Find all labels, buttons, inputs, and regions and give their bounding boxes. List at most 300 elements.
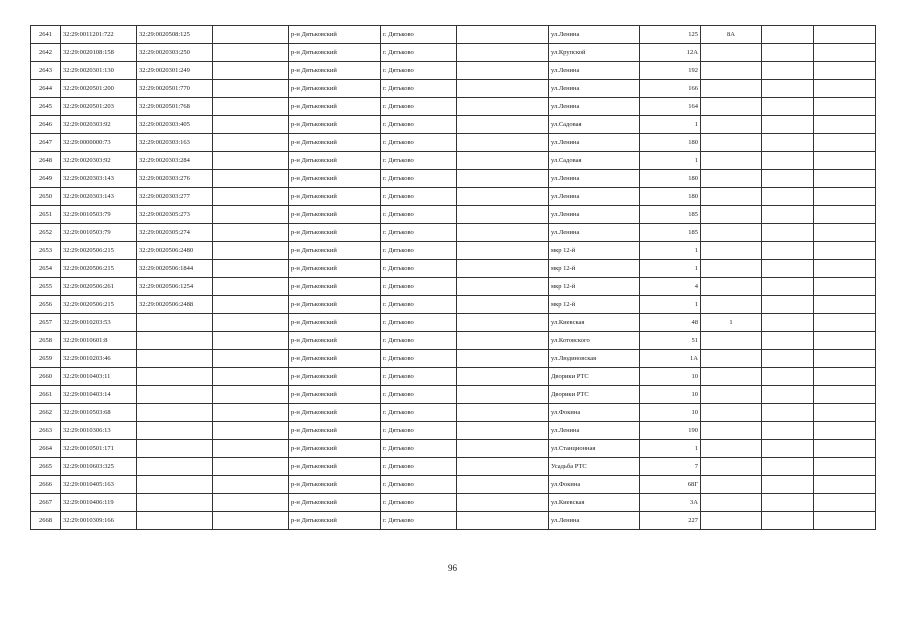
- empty-cell: [814, 332, 876, 350]
- house-number-cell: 180: [640, 134, 701, 152]
- empty-cell: [457, 458, 549, 476]
- empty-cell: [762, 476, 814, 494]
- building-cell: [701, 440, 762, 458]
- empty-cell: [213, 98, 289, 116]
- city-cell: г. Дятьково: [381, 512, 457, 530]
- empty-cell: [762, 332, 814, 350]
- table-row: [31, 62, 876, 80]
- empty-cell: [814, 458, 876, 476]
- empty-cell: [213, 386, 289, 404]
- empty-cell: [762, 80, 814, 98]
- street-cell: ул.Ленина: [549, 224, 640, 242]
- district-cell: р-н Дятьковский: [289, 440, 381, 458]
- cadastral-number-cell: 32:29:0020303:143: [61, 170, 137, 188]
- empty-cell: [213, 224, 289, 242]
- empty-cell: [762, 512, 814, 530]
- empty-cell: [762, 368, 814, 386]
- building-cell: [701, 62, 762, 80]
- house-number-cell: 10: [640, 368, 701, 386]
- empty-cell: [213, 296, 289, 314]
- empty-cell: [457, 206, 549, 224]
- building-cell: [701, 476, 762, 494]
- house-number-cell: 180: [640, 170, 701, 188]
- empty-cell: [213, 494, 289, 512]
- house-number-cell: 4: [640, 278, 701, 296]
- empty-cell: [814, 314, 876, 332]
- building-cell: [701, 296, 762, 314]
- row-number-cell: 2660: [31, 368, 61, 386]
- cadastral-number-cell: 32:29:0010603:325: [61, 458, 137, 476]
- object-cadastral-number-cell: [137, 386, 213, 404]
- district-cell: р-н Дятьковский: [289, 368, 381, 386]
- object-cadastral-number-cell: [137, 368, 213, 386]
- empty-cell: [457, 170, 549, 188]
- house-number-cell: 1: [640, 440, 701, 458]
- table-row: [31, 260, 876, 278]
- city-cell: г. Дятьково: [381, 458, 457, 476]
- house-number-cell: 3А: [640, 494, 701, 512]
- street-cell: ул.Ленина: [549, 422, 640, 440]
- building-cell: [701, 278, 762, 296]
- city-cell: г. Дятьково: [381, 314, 457, 332]
- address-table: [30, 25, 876, 530]
- table-row: [31, 422, 876, 440]
- city-cell: г. Дятьково: [381, 206, 457, 224]
- row-number-cell: 2663: [31, 422, 61, 440]
- house-number-cell: 164: [640, 98, 701, 116]
- empty-cell: [762, 350, 814, 368]
- row-number-cell: 2651: [31, 206, 61, 224]
- district-cell: р-н Дятьковский: [289, 134, 381, 152]
- empty-cell: [814, 278, 876, 296]
- row-number-cell: 2644: [31, 80, 61, 98]
- object-cadastral-number-cell: [137, 404, 213, 422]
- object-cadastral-number-cell: 32:29:0020508:125: [137, 26, 213, 44]
- table-row: [31, 170, 876, 188]
- empty-cell: [213, 206, 289, 224]
- empty-cell: [762, 134, 814, 152]
- street-cell: ул.Ленина: [549, 188, 640, 206]
- empty-cell: [814, 116, 876, 134]
- empty-cell: [457, 116, 549, 134]
- building-cell: [701, 368, 762, 386]
- table-row: [31, 314, 876, 332]
- house-number-cell: 185: [640, 224, 701, 242]
- row-number-cell: 2668: [31, 512, 61, 530]
- city-cell: г. Дятьково: [381, 44, 457, 62]
- house-number-cell: 51: [640, 332, 701, 350]
- building-cell: [701, 98, 762, 116]
- table-row: [31, 188, 876, 206]
- district-cell: р-н Дятьковский: [289, 116, 381, 134]
- empty-cell: [762, 386, 814, 404]
- object-cadastral-number-cell: 32:29:0020305:274: [137, 224, 213, 242]
- table-row: [31, 242, 876, 260]
- district-cell: р-н Дятьковский: [289, 26, 381, 44]
- empty-cell: [762, 116, 814, 134]
- empty-cell: [457, 242, 549, 260]
- empty-cell: [814, 62, 876, 80]
- empty-cell: [457, 80, 549, 98]
- empty-cell: [457, 386, 549, 404]
- empty-cell: [762, 98, 814, 116]
- empty-cell: [213, 404, 289, 422]
- street-cell: ул.Киевская: [549, 314, 640, 332]
- object-cadastral-number-cell: [137, 494, 213, 512]
- empty-cell: [814, 98, 876, 116]
- empty-cell: [814, 296, 876, 314]
- cadastral-number-cell: 32:29:0020303:92: [61, 116, 137, 134]
- row-number-cell: 2645: [31, 98, 61, 116]
- table-row: [31, 116, 876, 134]
- table-row: [31, 386, 876, 404]
- city-cell: г. Дятьково: [381, 62, 457, 80]
- empty-cell: [814, 80, 876, 98]
- empty-cell: [457, 440, 549, 458]
- empty-cell: [814, 224, 876, 242]
- building-cell: [701, 224, 762, 242]
- empty-cell: [762, 278, 814, 296]
- cadastral-number-cell: 32:29:0010601:8: [61, 332, 137, 350]
- district-cell: р-н Дятьковский: [289, 152, 381, 170]
- building-cell: [701, 494, 762, 512]
- building-cell: [701, 512, 762, 530]
- empty-cell: [213, 350, 289, 368]
- building-cell: [701, 170, 762, 188]
- street-cell: Дворики РТС: [549, 386, 640, 404]
- city-cell: г. Дятьково: [381, 116, 457, 134]
- street-cell: ул.Ленина: [549, 170, 640, 188]
- object-cadastral-number-cell: [137, 350, 213, 368]
- empty-cell: [213, 314, 289, 332]
- district-cell: р-н Дятьковский: [289, 458, 381, 476]
- empty-cell: [213, 134, 289, 152]
- table-row: [31, 404, 876, 422]
- district-cell: р-н Дятьковский: [289, 278, 381, 296]
- empty-cell: [213, 62, 289, 80]
- cadastral-number-cell: 32:29:0010503:79: [61, 206, 137, 224]
- cadastral-number-cell: 32:29:0010406:119: [61, 494, 137, 512]
- building-cell: 8А: [701, 26, 762, 44]
- row-number-cell: 2659: [31, 350, 61, 368]
- building-cell: [701, 404, 762, 422]
- house-number-cell: 1: [640, 242, 701, 260]
- empty-cell: [814, 440, 876, 458]
- house-number-cell: 1: [640, 260, 701, 278]
- table-row: [31, 368, 876, 386]
- object-cadastral-number-cell: 32:29:0020506:2480: [137, 242, 213, 260]
- house-number-cell: 190: [640, 422, 701, 440]
- cadastral-number-cell: 32:29:0020506:261: [61, 278, 137, 296]
- table-row: [31, 98, 876, 116]
- object-cadastral-number-cell: [137, 332, 213, 350]
- building-cell: [701, 332, 762, 350]
- building-cell: [701, 260, 762, 278]
- cadastral-number-cell: 32:29:0010501:171: [61, 440, 137, 458]
- house-number-cell: 48: [640, 314, 701, 332]
- street-cell: мкр 12-й: [549, 260, 640, 278]
- cadastral-number-cell: 32:29:0010403:11: [61, 368, 137, 386]
- empty-cell: [213, 440, 289, 458]
- object-cadastral-number-cell: 32:29:0020506:1844: [137, 260, 213, 278]
- empty-cell: [457, 62, 549, 80]
- street-cell: ул.Ленина: [549, 134, 640, 152]
- table-row: [31, 494, 876, 512]
- house-number-cell: 1: [640, 116, 701, 134]
- object-cadastral-number-cell: 32:29:0020303:276: [137, 170, 213, 188]
- house-number-cell: 10: [640, 386, 701, 404]
- object-cadastral-number-cell: [137, 422, 213, 440]
- district-cell: р-н Дятьковский: [289, 404, 381, 422]
- row-number-cell: 2653: [31, 242, 61, 260]
- building-cell: [701, 206, 762, 224]
- cadastral-number-cell: 32:29:0010306:13: [61, 422, 137, 440]
- street-cell: ул.Крупской: [549, 44, 640, 62]
- city-cell: г. Дятьково: [381, 422, 457, 440]
- street-cell: ул.Котовского: [549, 332, 640, 350]
- object-cadastral-number-cell: [137, 476, 213, 494]
- cadastral-number-cell: 32:29:0010203:46: [61, 350, 137, 368]
- district-cell: р-н Дятьковский: [289, 386, 381, 404]
- empty-cell: [457, 278, 549, 296]
- street-cell: ул.Садовая: [549, 152, 640, 170]
- empty-cell: [762, 224, 814, 242]
- empty-cell: [213, 260, 289, 278]
- empty-cell: [814, 422, 876, 440]
- empty-cell: [762, 206, 814, 224]
- building-cell: [701, 188, 762, 206]
- street-cell: ул.Ленина: [549, 80, 640, 98]
- street-cell: ул.Фокина: [549, 476, 640, 494]
- empty-cell: [814, 242, 876, 260]
- empty-cell: [762, 62, 814, 80]
- building-cell: [701, 242, 762, 260]
- empty-cell: [213, 422, 289, 440]
- object-cadastral-number-cell: 32:29:0020506:2488: [137, 296, 213, 314]
- object-cadastral-number-cell: 32:29:0020303:405: [137, 116, 213, 134]
- empty-cell: [762, 170, 814, 188]
- empty-cell: [213, 368, 289, 386]
- district-cell: р-н Дятьковский: [289, 80, 381, 98]
- building-cell: 1: [701, 314, 762, 332]
- street-cell: ул.Киевская: [549, 494, 640, 512]
- row-number-cell: 2658: [31, 332, 61, 350]
- city-cell: г. Дятьково: [381, 440, 457, 458]
- house-number-cell: 227: [640, 512, 701, 530]
- cadastral-number-cell: 32:29:0010503:68: [61, 404, 137, 422]
- row-number-cell: 2650: [31, 188, 61, 206]
- page-number: 96: [448, 563, 457, 573]
- object-cadastral-number-cell: [137, 314, 213, 332]
- cadastral-number-cell: 32:29:0010203:53: [61, 314, 137, 332]
- empty-cell: [814, 368, 876, 386]
- empty-cell: [762, 242, 814, 260]
- street-cell: ул.Фокина: [549, 404, 640, 422]
- street-cell: мкр 12-й: [549, 242, 640, 260]
- table-row: [31, 152, 876, 170]
- row-number-cell: 2646: [31, 116, 61, 134]
- street-cell: мкр 12-й: [549, 278, 640, 296]
- cadastral-number-cell: 32:29:0020506:215: [61, 260, 137, 278]
- city-cell: г. Дятьково: [381, 152, 457, 170]
- table-row: [31, 206, 876, 224]
- empty-cell: [762, 44, 814, 62]
- empty-cell: [213, 476, 289, 494]
- city-cell: г. Дятьково: [381, 332, 457, 350]
- empty-cell: [213, 152, 289, 170]
- street-cell: ул.Ленина: [549, 512, 640, 530]
- street-cell: Дворики РТС: [549, 368, 640, 386]
- empty-cell: [457, 404, 549, 422]
- building-cell: [701, 350, 762, 368]
- row-number-cell: 2664: [31, 440, 61, 458]
- empty-cell: [213, 80, 289, 98]
- row-number-cell: 2656: [31, 296, 61, 314]
- row-number-cell: 2665: [31, 458, 61, 476]
- object-cadastral-number-cell: 32:29:0020303:163: [137, 134, 213, 152]
- object-cadastral-number-cell: 32:29:0020506:1254: [137, 278, 213, 296]
- object-cadastral-number-cell: 32:29:0020305:273: [137, 206, 213, 224]
- house-number-cell: 192: [640, 62, 701, 80]
- empty-cell: [457, 314, 549, 332]
- district-cell: р-н Дятьковский: [289, 350, 381, 368]
- object-cadastral-number-cell: 32:29:0020301:249: [137, 62, 213, 80]
- house-number-cell: 68Г: [640, 476, 701, 494]
- house-number-cell: 166: [640, 80, 701, 98]
- empty-cell: [814, 134, 876, 152]
- empty-cell: [457, 260, 549, 278]
- cadastral-number-cell: 32:29:0020501:203: [61, 98, 137, 116]
- empty-cell: [457, 368, 549, 386]
- city-cell: г. Дятьково: [381, 170, 457, 188]
- empty-cell: [814, 260, 876, 278]
- district-cell: р-н Дятьковский: [289, 242, 381, 260]
- cadastral-number-cell: 32:29:0020501:200: [61, 80, 137, 98]
- empty-cell: [762, 440, 814, 458]
- city-cell: г. Дятьково: [381, 134, 457, 152]
- district-cell: р-н Дятьковский: [289, 332, 381, 350]
- house-number-cell: 1: [640, 296, 701, 314]
- empty-cell: [762, 404, 814, 422]
- city-cell: г. Дятьково: [381, 350, 457, 368]
- empty-cell: [213, 44, 289, 62]
- row-number-cell: 2652: [31, 224, 61, 242]
- empty-cell: [457, 476, 549, 494]
- building-cell: [701, 80, 762, 98]
- empty-cell: [213, 170, 289, 188]
- building-cell: [701, 386, 762, 404]
- empty-cell: [213, 26, 289, 44]
- cadastral-number-cell: 32:29:0020303:143: [61, 188, 137, 206]
- table-row: [31, 350, 876, 368]
- district-cell: р-н Дятьковский: [289, 188, 381, 206]
- city-cell: г. Дятьково: [381, 224, 457, 242]
- district-cell: р-н Дятьковский: [289, 512, 381, 530]
- cadastral-number-cell: 32:29:0010403:14: [61, 386, 137, 404]
- city-cell: г. Дятьково: [381, 494, 457, 512]
- object-cadastral-number-cell: 32:29:0020303:250: [137, 44, 213, 62]
- city-cell: г. Дятьково: [381, 80, 457, 98]
- district-cell: р-н Дятьковский: [289, 422, 381, 440]
- street-cell: ул.Ленина: [549, 26, 640, 44]
- street-cell: ул.Ленина: [549, 206, 640, 224]
- city-cell: г. Дятьково: [381, 188, 457, 206]
- district-cell: р-н Дятьковский: [289, 224, 381, 242]
- table-row: [31, 26, 876, 44]
- city-cell: г. Дятьково: [381, 404, 457, 422]
- object-cadastral-number-cell: 32:29:0020303:277: [137, 188, 213, 206]
- cadastral-number-cell: 32:29:0010503:79: [61, 224, 137, 242]
- row-number-cell: 2655: [31, 278, 61, 296]
- row-number-cell: 2666: [31, 476, 61, 494]
- cadastral-number-cell: 32:29:0020303:92: [61, 152, 137, 170]
- empty-cell: [457, 152, 549, 170]
- district-cell: р-н Дятьковский: [289, 206, 381, 224]
- table-row: [31, 476, 876, 494]
- district-cell: р-н Дятьковский: [289, 476, 381, 494]
- empty-cell: [762, 152, 814, 170]
- city-cell: г. Дятьково: [381, 296, 457, 314]
- empty-cell: [814, 386, 876, 404]
- empty-cell: [213, 278, 289, 296]
- table-row: [31, 440, 876, 458]
- row-number-cell: 2667: [31, 494, 61, 512]
- table-row: [31, 296, 876, 314]
- empty-cell: [762, 422, 814, 440]
- empty-cell: [457, 422, 549, 440]
- empty-cell: [457, 512, 549, 530]
- object-cadastral-number-cell: [137, 458, 213, 476]
- row-number-cell: 2654: [31, 260, 61, 278]
- city-cell: г. Дятьково: [381, 26, 457, 44]
- empty-cell: [213, 332, 289, 350]
- empty-cell: [762, 296, 814, 314]
- cadastral-number-cell: 32:29:0010405:163: [61, 476, 137, 494]
- empty-cell: [457, 44, 549, 62]
- object-cadastral-number-cell: 32:29:0020501:770: [137, 80, 213, 98]
- table-row: [31, 278, 876, 296]
- district-cell: р-н Дятьковский: [289, 98, 381, 116]
- district-cell: р-н Дятьковский: [289, 260, 381, 278]
- empty-cell: [457, 26, 549, 44]
- street-cell: ул.Ленина: [549, 62, 640, 80]
- building-cell: [701, 116, 762, 134]
- district-cell: р-н Дятьковский: [289, 44, 381, 62]
- district-cell: р-н Дятьковский: [289, 494, 381, 512]
- empty-cell: [213, 512, 289, 530]
- district-cell: р-н Дятьковский: [289, 62, 381, 80]
- district-cell: р-н Дятьковский: [289, 170, 381, 188]
- street-cell: ул.Людиновская: [549, 350, 640, 368]
- empty-cell: [762, 26, 814, 44]
- house-number-cell: 125: [640, 26, 701, 44]
- city-cell: г. Дятьково: [381, 386, 457, 404]
- house-number-cell: 10: [640, 404, 701, 422]
- district-cell: р-н Дятьковский: [289, 296, 381, 314]
- object-cadastral-number-cell: 32:29:0020501:768: [137, 98, 213, 116]
- empty-cell: [814, 170, 876, 188]
- empty-cell: [814, 26, 876, 44]
- house-number-cell: 12А: [640, 44, 701, 62]
- cadastral-number-cell: 32:29:0020108:158: [61, 44, 137, 62]
- empty-cell: [457, 296, 549, 314]
- street-cell: мкр 12-й: [549, 296, 640, 314]
- table-row: [31, 134, 876, 152]
- empty-cell: [762, 260, 814, 278]
- table-row: [31, 224, 876, 242]
- city-cell: г. Дятьково: [381, 260, 457, 278]
- row-number-cell: 2647: [31, 134, 61, 152]
